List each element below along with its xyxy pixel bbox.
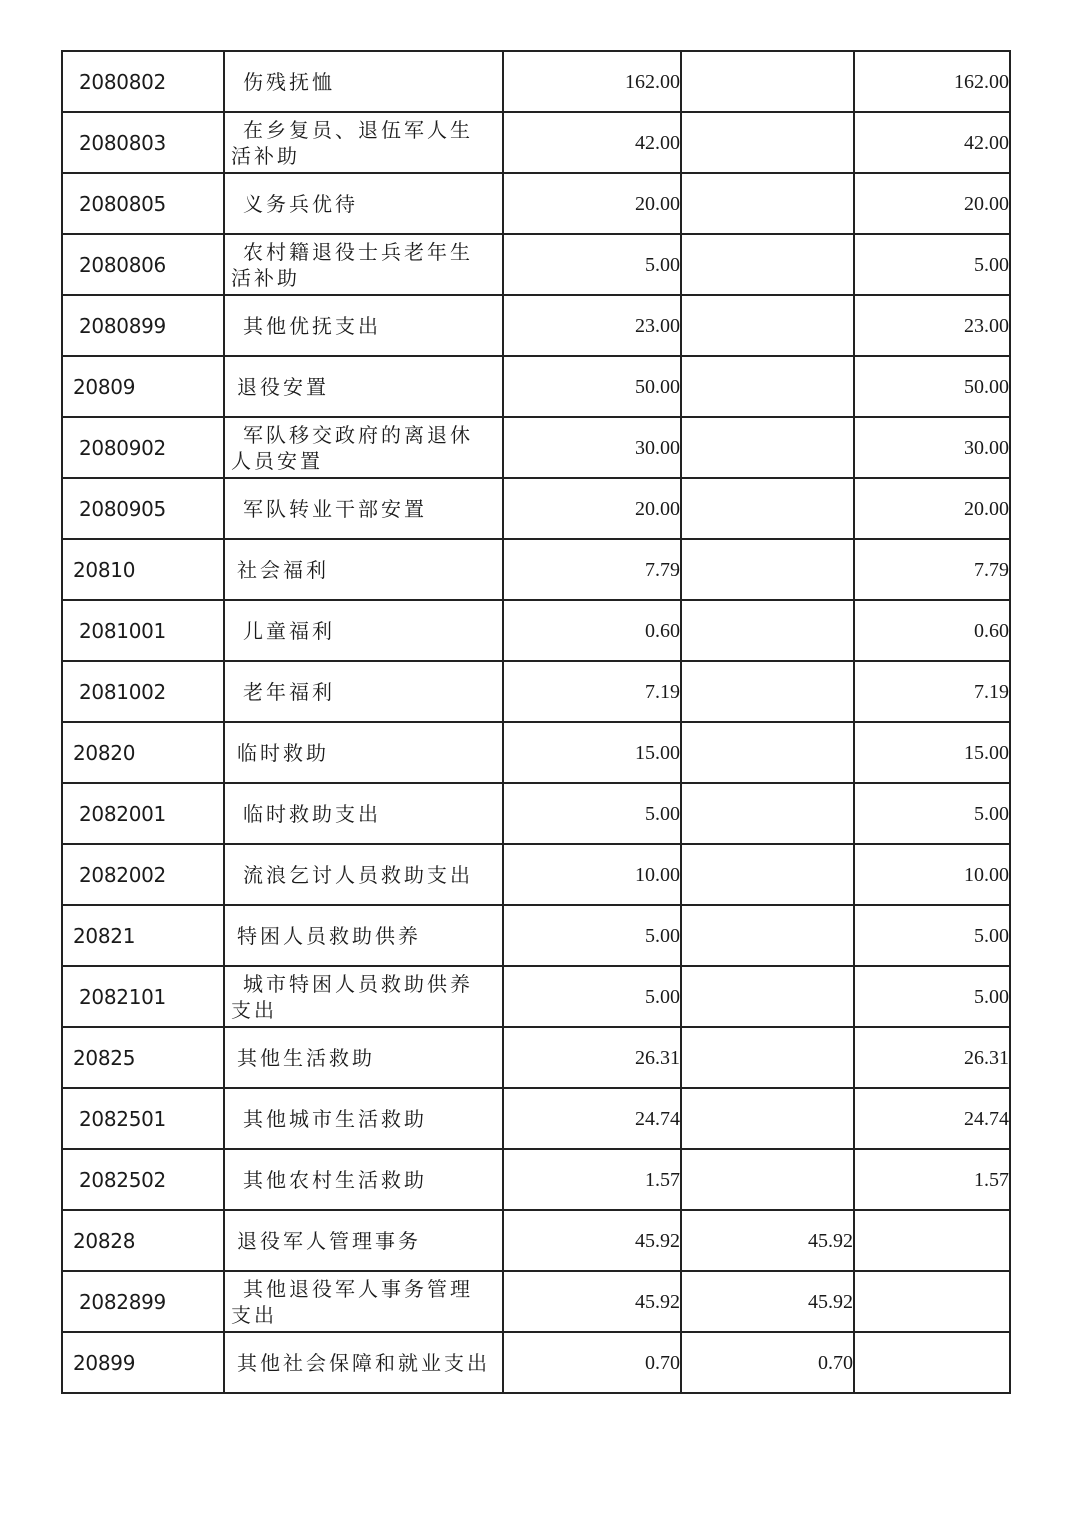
subject-code-cell: 2080803: [62, 112, 224, 173]
project-expenditure-cell: 20.00: [854, 173, 1010, 234]
project-expenditure-cell: 50.00: [854, 356, 1010, 417]
table-row: [62, 51, 1010, 112]
subject-code-cell: 2081002: [62, 661, 224, 722]
basic-expenditure-cell: [681, 417, 854, 478]
total-amount-cell: 0.70: [503, 1332, 681, 1393]
subject-name-cell: 其他城市生活救助: [224, 1088, 503, 1149]
table-row: [62, 722, 1010, 783]
subject-name-cell: 其他农村生活救助: [224, 1149, 503, 1210]
subject-name-cell: 农村籍退役士兵老年生活补助: [224, 234, 503, 295]
project-expenditure-cell: 42.00: [854, 112, 1010, 173]
table-row: [62, 600, 1010, 661]
table-row: [62, 1027, 1010, 1088]
project-expenditure-cell: 5.00: [854, 234, 1010, 295]
table-row: [62, 539, 1010, 600]
subject-code-cell: 2082001: [62, 783, 224, 844]
total-amount-cell: 45.92: [503, 1210, 681, 1271]
subject-name-cell: 伤残抚恤: [224, 51, 503, 112]
subject-name-cell: 老年福利: [224, 661, 503, 722]
project-expenditure-cell: 10.00: [854, 844, 1010, 905]
total-amount-cell: 45.92: [503, 1271, 681, 1332]
subject-name-cell: 临时救助支出: [224, 783, 503, 844]
basic-expenditure-cell: [681, 1149, 854, 1210]
total-amount-cell: 10.00: [503, 844, 681, 905]
subject-name-cell: 儿童福利: [224, 600, 503, 661]
project-expenditure-cell: [854, 1271, 1010, 1332]
subject-code-cell: 20820: [62, 722, 224, 783]
table-row: [62, 661, 1010, 722]
basic-expenditure-cell: [681, 966, 854, 1027]
subject-code-cell: 2080802: [62, 51, 224, 112]
subject-code-cell: 2082002: [62, 844, 224, 905]
project-expenditure-cell: 5.00: [854, 966, 1010, 1027]
total-amount-cell: 5.00: [503, 783, 681, 844]
table-row: [62, 478, 1010, 539]
subject-name-cell: 退役安置: [224, 356, 503, 417]
budget-table: [61, 50, 1011, 1394]
total-amount-cell: 162.00: [503, 51, 681, 112]
subject-code-cell: 2080805: [62, 173, 224, 234]
table-row: [62, 1332, 1010, 1393]
basic-expenditure-cell: [681, 539, 854, 600]
subject-code-cell: 2082502: [62, 1149, 224, 1210]
subject-code-cell: 20899: [62, 1332, 224, 1393]
table-row: [62, 783, 1010, 844]
basic-expenditure-cell: [681, 356, 854, 417]
total-amount-cell: 15.00: [503, 722, 681, 783]
subject-name-cell: 城市特困人员救助供养支出: [224, 966, 503, 1027]
total-amount-cell: 5.00: [503, 905, 681, 966]
total-amount-cell: 5.00: [503, 234, 681, 295]
subject-code-cell: 2082101: [62, 966, 224, 1027]
subject-code-cell: 2080905: [62, 478, 224, 539]
total-amount-cell: 20.00: [503, 478, 681, 539]
table-row: [62, 112, 1010, 173]
basic-expenditure-cell: [681, 905, 854, 966]
total-amount-cell: 50.00: [503, 356, 681, 417]
basic-expenditure-cell: [681, 234, 854, 295]
total-amount-cell: 23.00: [503, 295, 681, 356]
subject-name-cell: 军队转业干部安置: [224, 478, 503, 539]
subject-code-cell: 2080806: [62, 234, 224, 295]
project-expenditure-cell: [854, 1332, 1010, 1393]
subject-code-cell: 20809: [62, 356, 224, 417]
total-amount-cell: 42.00: [503, 112, 681, 173]
table-row: [62, 234, 1010, 295]
total-amount-cell: 7.19: [503, 661, 681, 722]
table-row: [62, 295, 1010, 356]
subject-name-cell: 流浪乞讨人员救助支出: [224, 844, 503, 905]
table-row: [62, 844, 1010, 905]
total-amount-cell: 24.74: [503, 1088, 681, 1149]
table-row: [62, 1271, 1010, 1332]
subject-name-cell: 其他退役军人事务管理支出: [224, 1271, 503, 1332]
table-row: [62, 173, 1010, 234]
subject-name-cell: 其他生活救助: [224, 1027, 503, 1088]
total-amount-cell: 1.57: [503, 1149, 681, 1210]
project-expenditure-cell: 7.79: [854, 539, 1010, 600]
subject-code-cell: 2080902: [62, 417, 224, 478]
total-amount-cell: 5.00: [503, 966, 681, 1027]
subject-code-cell: 2082899: [62, 1271, 224, 1332]
project-expenditure-cell: 5.00: [854, 905, 1010, 966]
basic-expenditure-cell: [681, 478, 854, 539]
project-expenditure-cell: 15.00: [854, 722, 1010, 783]
project-expenditure-cell: 26.31: [854, 1027, 1010, 1088]
total-amount-cell: 30.00: [503, 417, 681, 478]
subject-code-cell: 2082501: [62, 1088, 224, 1149]
subject-name-cell: 其他优抚支出: [224, 295, 503, 356]
basic-expenditure-cell: [681, 1027, 854, 1088]
basic-expenditure-cell: [681, 51, 854, 112]
basic-expenditure-cell: 45.92: [681, 1210, 854, 1271]
basic-expenditure-cell: [681, 1088, 854, 1149]
table-row: [62, 417, 1010, 478]
project-expenditure-cell: 7.19: [854, 661, 1010, 722]
subject-name-cell: 其他社会保障和就业支出: [224, 1332, 503, 1393]
table-row: [62, 1088, 1010, 1149]
total-amount-cell: 20.00: [503, 173, 681, 234]
total-amount-cell: 0.60: [503, 600, 681, 661]
subject-code-cell: 20810: [62, 539, 224, 600]
project-expenditure-cell: 162.00: [854, 51, 1010, 112]
table-row: [62, 966, 1010, 1027]
subject-code-cell: 2080899: [62, 295, 224, 356]
total-amount-cell: 7.79: [503, 539, 681, 600]
total-amount-cell: 26.31: [503, 1027, 681, 1088]
subject-name-cell: 临时救助: [224, 722, 503, 783]
basic-expenditure-cell: [681, 600, 854, 661]
table-row: [62, 356, 1010, 417]
subject-name-cell: 军队移交政府的离退休人员安置: [224, 417, 503, 478]
project-expenditure-cell: 30.00: [854, 417, 1010, 478]
basic-expenditure-cell: [681, 173, 854, 234]
subject-name-cell: 在乡复员、退伍军人生活补助: [224, 112, 503, 173]
basic-expenditure-cell: 45.92: [681, 1271, 854, 1332]
subject-name-cell: 退役军人管理事务: [224, 1210, 503, 1271]
project-expenditure-cell: 23.00: [854, 295, 1010, 356]
table-row: [62, 1210, 1010, 1271]
project-expenditure-cell: 5.00: [854, 783, 1010, 844]
subject-code-cell: 2081001: [62, 600, 224, 661]
subject-code-cell: 20825: [62, 1027, 224, 1088]
basic-expenditure-cell: [681, 722, 854, 783]
subject-name-cell: 特困人员救助供养: [224, 905, 503, 966]
project-expenditure-cell: [854, 1210, 1010, 1271]
basic-expenditure-cell: [681, 661, 854, 722]
project-expenditure-cell: 24.74: [854, 1088, 1010, 1149]
budget-table-body: [62, 51, 1010, 1393]
basic-expenditure-cell: 0.70: [681, 1332, 854, 1393]
basic-expenditure-cell: [681, 112, 854, 173]
subject-code-cell: 20821: [62, 905, 224, 966]
table-row: [62, 1149, 1010, 1210]
subject-name-cell: 社会福利: [224, 539, 503, 600]
subject-name-cell: 义务兵优待: [224, 173, 503, 234]
project-expenditure-cell: 1.57: [854, 1149, 1010, 1210]
basic-expenditure-cell: [681, 783, 854, 844]
project-expenditure-cell: 20.00: [854, 478, 1010, 539]
project-expenditure-cell: 0.60: [854, 600, 1010, 661]
basic-expenditure-cell: [681, 295, 854, 356]
table-row: [62, 905, 1010, 966]
basic-expenditure-cell: [681, 844, 854, 905]
subject-code-cell: 20828: [62, 1210, 224, 1271]
